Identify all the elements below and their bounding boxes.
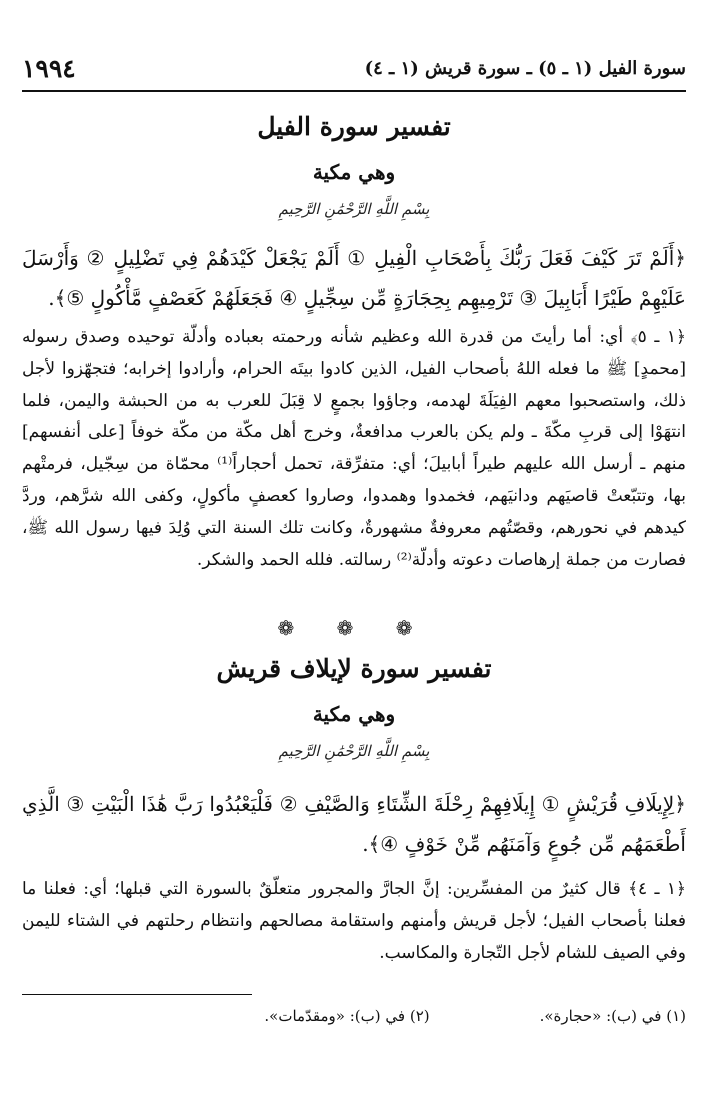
tafsir-quraysh: ﴿١ ـ ٤﴾ قال كثيرٌ من المفسِّرين: إنَّ الجارَّ والمجرور متعلّقٌ بالسورة التي قبلها؛ أي: فعلنا ما فعلنا بأصحاب الفيل؛ لأجل قريش وأمنهم واستقامة مصالحهم وانتظام رحلتهم في الشتاء لليمن وفي الصيف للشام لأجل التّجارة والمكاسب. (22, 879, 686, 963)
footnote-divider (22, 994, 252, 995)
basmala-quraysh: بِسْمِ اللَّهِ الرَّحْمَٰنِ الرَّحِيمِ (278, 742, 430, 760)
footnotes (22, 1007, 686, 1025)
verses-quraysh: ﴿لِإِيلَافِ قُرَيْشٍ ① إِيلَافِهِمْ رِحْلَةَ الشِّتَاءِ وَالصَّيْفِ ② فَلْيَعْبُدُوا رَبَّ هَٰذَا الْبَيْتِ ③ الَّذِي أَطْعَمَهُم مِّن جُوعٍ وَآمَنَهُم مِّنْ خَوْفٍ ④﴾. (22, 792, 686, 856)
makki-label-al-fil: وهي مكية (312, 160, 396, 184)
running-title: سورة الفيل (١ ـ ٥) ـ سورة قريش (١ ـ ٤) (364, 57, 686, 79)
surah-title-quraysh: تفسير سورة لإيلاف قريش (216, 654, 492, 683)
page-number: ١٩٩٤ (22, 53, 76, 83)
footnote-2: (٢) في (ب): «ومقدّمات». (264, 1007, 430, 1025)
basmala-al-fil: بِسْمِ اللَّهِ الرَّحْمَٰنِ الرَّحِيمِ (278, 200, 430, 218)
footnote-1: (١) في (ب): «حجارة». (539, 1007, 686, 1025)
page-header (22, 50, 686, 86)
tafsir-al-fil: ﴿١ ـ ٥﴾ أي: أما رأيتَ من قدرة الله وعظيم شأنه ورحمته بعباده وأدلّة توحيده وصدق رسوله [محمدٍ] ﷺ ما فعله اللهُ بأصحاب الفيل، الذين كادوا بيتَه الحرام، وأرادوا إخرابه؛ فتجهّزوا لأجل ذلك، واستصحبوا معهم الفِيَلَةَ لهدمه، وجاؤوا بجمعٍ لا قِبَلَ للعرب به من الحبشة واليمن، فلما انتهَوْا إلى قربِ مكّةَ ـ ولم يكن بالعرب مدافعةٌ، وخرج أهل مكّة من مكّة خوفاً [على أنفسهم] منهم ـ أرسل الله عليهم طيراً أبابيلَ؛ أي: متفرِّقة، تحمل أحجاراً⁽¹⁾ محمّاة من سِجّيل، فرمتْهم بها، وتتبّعتْ قاصيَهم ودانيَهم، فخمدوا وهمدوا، وصاروا كعصفٍ مأكولٍ، وكفى الله شرَّهم، وردَّ كيدهم في نحورهم، وقصّتُهم معروفةٌ مشهورةٌ، وكانت تلك السنة التي وُلِدَ فيها رسول الله ﷺ، فصارت من جملة إرهاصات دعوته وأدلّة⁽²⁾ رسالته. فلله الحمد والشكر. (22, 327, 686, 570)
section-separator: ❁ ❁ ❁ (277, 616, 431, 640)
makki-label-quraysh: وهي مكية (312, 702, 396, 726)
verses-al-fil: ﴿أَلَمْ تَرَ كَيْفَ فَعَلَ رَبُّكَ بِأَصْحَابِ الْفِيلِ ① أَلَمْ يَجْعَلْ كَيْدَهُمْ فِي تَضْلِيلٍ ② وَأَرْسَلَ عَلَيْهِمْ طَيْرًا أَبَابِيلَ ③ تَرْمِيهِم بِحِجَارَةٍ مِّن سِجِّيلٍ ④ فَجَعَلَهُمْ كَعَصْفٍ مَّأْكُولٍ ⑤﴾. (22, 246, 686, 310)
header-divider (22, 90, 686, 92)
surah-title-al-fil: تفسير سورة الفيل (257, 112, 451, 141)
